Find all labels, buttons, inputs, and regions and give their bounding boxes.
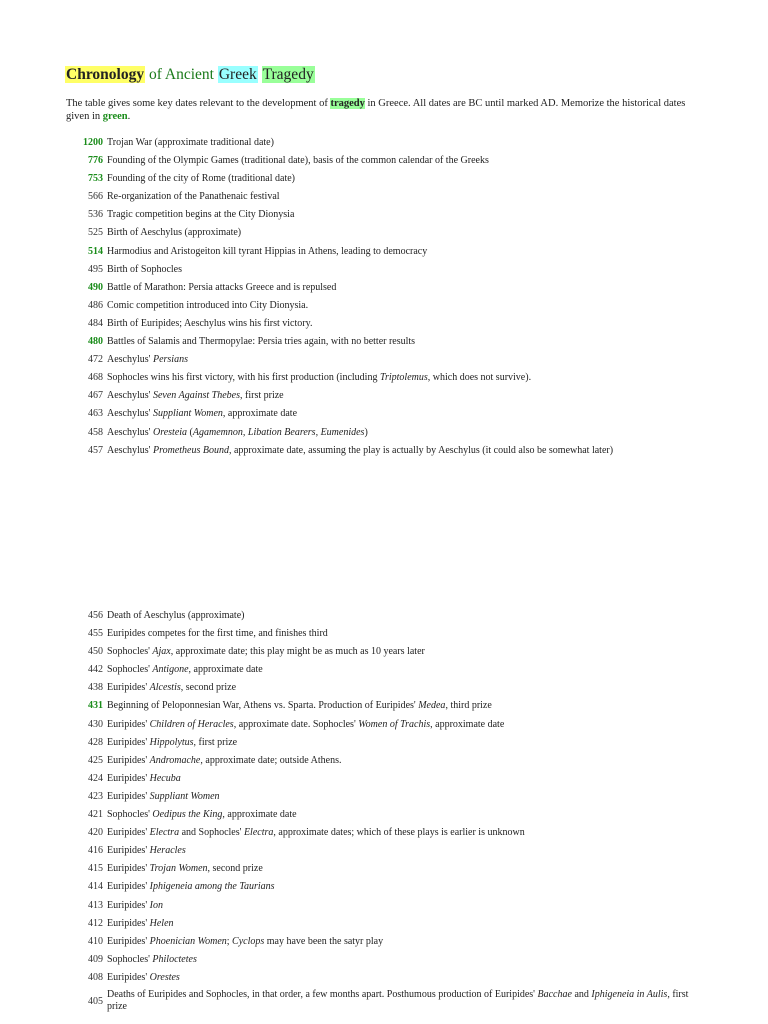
- chronology-list-1: [0, 134, 768, 460]
- event-title-italic: Andromache: [149, 754, 201, 766]
- row-year: 514: [88, 245, 103, 257]
- event-title-italic: Ion: [149, 899, 163, 911]
- chronology-row: [0, 770, 768, 788]
- row-event: [107, 445, 613, 456]
- row-event: [107, 972, 180, 983]
- chronology-row: [0, 424, 768, 442]
- event-text: , approximate date; this play might be as much as 10 years later: [170, 646, 425, 658]
- event-title-italic: Electra: [243, 827, 274, 839]
- row-event: [107, 682, 236, 693]
- event-title-italic: Iphigeneia among the Taurians: [149, 881, 275, 893]
- row-year: 415: [88, 863, 103, 875]
- event-text: Euripides': [107, 772, 150, 784]
- event-title-italic: Philoctetes: [152, 953, 197, 965]
- row-event: [107, 791, 220, 802]
- event-title-italic: Ajax: [152, 646, 171, 658]
- event-text: ): [364, 426, 368, 438]
- chronology-row: [0, 297, 768, 315]
- row-year: 423: [88, 790, 103, 802]
- event-text: Aeschylus': [107, 354, 153, 366]
- event-text: Death of Aeschylus (approximate): [107, 610, 245, 621]
- event-title-italic: Orestes: [149, 971, 180, 983]
- chronology-row: [0, 442, 768, 460]
- row-year: 472: [88, 354, 103, 366]
- row-event: [107, 408, 297, 419]
- row-event: [107, 918, 174, 929]
- event-text: Euripides': [107, 827, 150, 839]
- row-event: [107, 664, 263, 675]
- row-year: 458: [88, 426, 103, 438]
- event-title-italic: Phoenician Women: [149, 935, 227, 947]
- event-text: , second prize: [180, 682, 237, 694]
- chronology-row: [0, 806, 768, 824]
- row-year: 456: [88, 610, 103, 621]
- row-year: 405: [88, 995, 103, 1007]
- chronology-row: [0, 897, 768, 915]
- row-year: 566: [88, 191, 103, 203]
- event-text: (: [187, 426, 193, 438]
- event-text: Birth of Sophocles: [107, 263, 182, 275]
- event-text: Founding of the Olympic Games (traditional date), basis of the common calendar of the Greeks: [107, 155, 489, 167]
- event-text: Euripides': [107, 863, 150, 875]
- event-text: Euripides competes for the first time, and finishes third: [107, 628, 328, 640]
- row-year: 425: [88, 754, 103, 766]
- event-text: and Sophocles': [179, 827, 244, 839]
- event-text: Euripides': [107, 845, 150, 857]
- event-text: Battles of Salamis and Thermopylae: Persia tries again, with no better results: [107, 336, 416, 348]
- event-text: , second prize: [207, 863, 263, 875]
- event-text: Euripides': [107, 881, 150, 893]
- event-text: Sophocles': [107, 809, 153, 821]
- row-year: 421: [88, 809, 103, 821]
- intro-keyword-tragedy: tragedy: [330, 98, 365, 109]
- event-title-italic: Helen: [149, 917, 174, 929]
- row-event: [107, 354, 188, 365]
- event-text: ;: [226, 935, 233, 947]
- event-title-italic: Iphigeneia in Aulis: [591, 988, 668, 1000]
- row-year: 420: [88, 827, 103, 839]
- event-title-italic: Children of Heracles: [149, 718, 234, 730]
- row-event: [107, 191, 280, 202]
- title-word-greek: Greek: [218, 66, 257, 83]
- intro-paragraph: [66, 97, 706, 123]
- event-text: Sophocles': [107, 664, 153, 676]
- row-year: 776: [88, 155, 103, 167]
- chronology-row: [0, 152, 768, 170]
- event-text: Birth of Euripides; Aeschylus wins his first victory.: [107, 317, 313, 329]
- event-title-italic: Women of Trachis: [358, 718, 431, 730]
- chronology-list-2: [0, 607, 768, 1017]
- page-title: [65, 66, 315, 84]
- event-text: , approximate date. Sophocles': [233, 718, 359, 730]
- row-year: 455: [88, 628, 103, 640]
- event-text: Aeschylus': [107, 408, 153, 420]
- chronology-row: [0, 333, 768, 351]
- event-title-italic: Hippolytus: [149, 736, 194, 748]
- row-event: [107, 300, 308, 311]
- row-event: [107, 773, 181, 784]
- chronology-row: [0, 951, 768, 969]
- event-text: , first prize: [193, 736, 238, 748]
- event-text: , approximate date, assuming the play is actually by Aeschylus (it could also be somewhat later): [228, 444, 614, 456]
- chronology-row: [0, 788, 768, 806]
- row-event: [107, 881, 275, 892]
- chronology-row: [0, 188, 768, 206]
- row-event: [107, 755, 341, 766]
- row-year: 1200: [83, 137, 103, 148]
- event-text: , first prize: [240, 390, 284, 402]
- event-title-italic: Suppliant Women: [149, 790, 220, 802]
- row-event: [107, 390, 284, 401]
- event-text: Trojan War (approximate traditional date): [107, 137, 274, 148]
- chronology-row: [0, 625, 768, 643]
- row-event: [107, 318, 312, 329]
- chronology-row: [0, 842, 768, 860]
- event-title-italic: Hecuba: [149, 772, 181, 784]
- chronology-row: [0, 661, 768, 679]
- event-title-italic: Medea: [418, 700, 446, 712]
- row-event: [107, 282, 336, 293]
- row-year: 457: [88, 444, 103, 456]
- row-year: 424: [88, 772, 103, 784]
- chronology-row: [0, 279, 768, 297]
- chronology-row: [0, 987, 768, 1017]
- row-year: 409: [88, 953, 103, 965]
- row-year: 408: [88, 971, 103, 983]
- row-year: 431: [88, 700, 103, 712]
- row-year: 467: [88, 390, 103, 402]
- title-word-of-ancient: of Ancient: [148, 66, 214, 83]
- chronology-row: [0, 315, 768, 333]
- row-year: 414: [88, 881, 103, 893]
- chronology-row: [0, 607, 768, 625]
- row-event: [107, 989, 702, 1013]
- event-title-italic: Trojan Women: [149, 863, 208, 875]
- event-text: Sophocles wins his first victory, with his first production (including: [107, 372, 380, 384]
- row-event: [107, 336, 415, 347]
- chronology-row: [0, 643, 768, 661]
- chronology-row: [0, 679, 768, 697]
- event-text: , approximate date: [222, 408, 298, 420]
- event-title-italic: Bacchae: [537, 988, 572, 1000]
- event-text: Sophocles': [107, 953, 153, 965]
- event-text: , approximate date; outside Athens.: [200, 754, 342, 766]
- chronology-row: [0, 697, 768, 715]
- event-text: Aeschylus': [107, 426, 153, 438]
- row-event: [107, 700, 492, 711]
- chronology-row: [0, 369, 768, 387]
- intro-text-1: The table gives some key dates relevant to the development of: [66, 98, 331, 109]
- chronology-row: [0, 224, 768, 242]
- chronology-row: [0, 243, 768, 261]
- event-text: Euripides': [107, 899, 150, 911]
- event-title-italic: Seven Against Thebes: [152, 390, 240, 402]
- row-event: [107, 264, 182, 275]
- row-event: [107, 372, 531, 383]
- event-text: Aeschylus': [107, 444, 153, 456]
- row-event: [107, 246, 427, 257]
- row-year: 413: [88, 899, 103, 911]
- row-year: 430: [88, 718, 103, 730]
- intro-text-2: in Greece. All dates are BC until marked AD. Memorize the historical dates given in: [66, 98, 686, 122]
- chronology-row: [0, 734, 768, 752]
- chronology-row: [0, 170, 768, 188]
- row-year: 525: [88, 227, 103, 239]
- intro-green-word: green: [102, 111, 128, 122]
- chronology-row: [0, 134, 768, 152]
- title-word-tragedy: Tragedy: [262, 66, 314, 83]
- event-text: and: [571, 988, 592, 1000]
- event-title-italic: Triptolemus: [379, 372, 428, 384]
- chronology-row: [0, 915, 768, 933]
- event-text: Euripides': [107, 935, 150, 947]
- row-event: [107, 900, 163, 911]
- row-year: 486: [88, 299, 103, 311]
- event-text: Aeschylus': [107, 390, 153, 402]
- event-title-italic: Persians: [152, 354, 188, 366]
- row-year: 536: [88, 209, 103, 221]
- event-title-italic: Antigone: [152, 664, 189, 676]
- event-text: may have been the satyr play: [264, 935, 384, 947]
- event-title-italic: Agamemnon, Libation Bearers, Eumenides: [192, 426, 365, 438]
- chronology-row: [0, 860, 768, 878]
- row-year: 450: [88, 646, 103, 658]
- chronology-row: [0, 206, 768, 224]
- event-text: , approximate date: [222, 809, 297, 821]
- intro-text-3: .: [127, 111, 131, 122]
- row-event: [107, 628, 328, 639]
- event-text: Beginning of Peloponnesian War, Athens vs. Sparta. Production of Euripides': [107, 700, 419, 712]
- row-event: [107, 137, 274, 148]
- row-event: [107, 845, 186, 856]
- event-title-italic: Suppliant Women: [152, 408, 223, 420]
- event-text: Re-organization of the Panathenaic festival: [107, 191, 280, 203]
- event-text: , which does not survive).: [427, 372, 532, 384]
- chronology-row: [0, 933, 768, 951]
- title-word-chronology: Chronology: [66, 66, 145, 83]
- row-year: 753: [88, 173, 103, 185]
- row-event: [107, 155, 489, 166]
- row-year: 438: [88, 682, 103, 694]
- row-year: 484: [88, 317, 103, 329]
- event-text: , third prize: [445, 700, 492, 712]
- row-event: [107, 954, 197, 965]
- row-event: [107, 646, 425, 657]
- event-title-italic: Oresteia: [152, 426, 188, 438]
- row-year: 410: [88, 935, 103, 947]
- row-event: [107, 863, 263, 874]
- row-year: 495: [88, 263, 103, 275]
- event-title-italic: Cyclops: [232, 935, 265, 947]
- chronology-row: [0, 969, 768, 987]
- row-year: 480: [88, 336, 103, 348]
- event-text: Harmodius and Aristogeiton kill tyrant Hippias in Athens, leading to democracy: [107, 245, 428, 257]
- row-year: 412: [88, 917, 103, 929]
- event-text: Deaths of Euripides and Sophocles, in that order, a few months apart. Posthumous production of Euripides': [107, 988, 538, 1000]
- row-year: 463: [88, 408, 103, 420]
- event-text: Tragic competition begins at the City Dionysia: [107, 209, 295, 221]
- row-year: 442: [88, 664, 103, 676]
- row-year: 428: [88, 736, 103, 748]
- event-text: Battle of Marathon: Persia attacks Greece and is repulsed: [107, 281, 337, 293]
- event-title-italic: Heracles: [149, 845, 186, 857]
- event-text: Euripides': [107, 971, 150, 983]
- event-text: Founding of the city of Rome (traditional date): [107, 173, 296, 185]
- event-text: Birth of Aeschylus (approximate): [107, 227, 242, 239]
- row-event: [107, 173, 295, 184]
- chronology-row: [0, 261, 768, 279]
- row-event: [107, 737, 237, 748]
- event-text: Comic competition introduced into City Dionysia.: [107, 299, 309, 311]
- row-event: [107, 209, 294, 220]
- row-event: [107, 427, 368, 438]
- event-title-italic: Prometheus Bound: [152, 444, 229, 456]
- row-event: [107, 610, 244, 621]
- event-text: , approximate date: [188, 664, 263, 676]
- chronology-row: [0, 878, 768, 896]
- event-title-italic: Oedipus the King: [152, 809, 223, 821]
- chronology-row: [0, 405, 768, 423]
- row-year: 468: [88, 372, 103, 384]
- event-text: Euripides': [107, 736, 150, 748]
- chronology-row: [0, 752, 768, 770]
- event-text: Euripides': [107, 718, 150, 730]
- event-text: Euripides': [107, 682, 150, 694]
- chronology-row: [0, 716, 768, 734]
- row-year: 490: [88, 281, 103, 293]
- row-event: [107, 936, 383, 947]
- row-event: [107, 827, 525, 838]
- event-text: Sophocles': [107, 646, 153, 658]
- event-text: , approximate date: [430, 718, 505, 730]
- chronology-row: [0, 387, 768, 405]
- event-title-italic: Electra: [149, 827, 180, 839]
- row-event: [107, 719, 504, 730]
- chronology-row: [0, 351, 768, 369]
- event-text: , first prize: [107, 988, 689, 1012]
- event-text: Euripides': [107, 754, 150, 766]
- event-title-italic: Alcestis: [149, 682, 181, 694]
- event-text: , approximate dates; which of these plays is earlier is unknown: [273, 827, 525, 839]
- event-text: Euripides': [107, 917, 150, 929]
- row-event: [107, 227, 241, 238]
- row-year: 416: [88, 845, 103, 857]
- row-event: [107, 809, 297, 820]
- event-text: Euripides': [107, 790, 150, 802]
- chronology-row: [0, 824, 768, 842]
